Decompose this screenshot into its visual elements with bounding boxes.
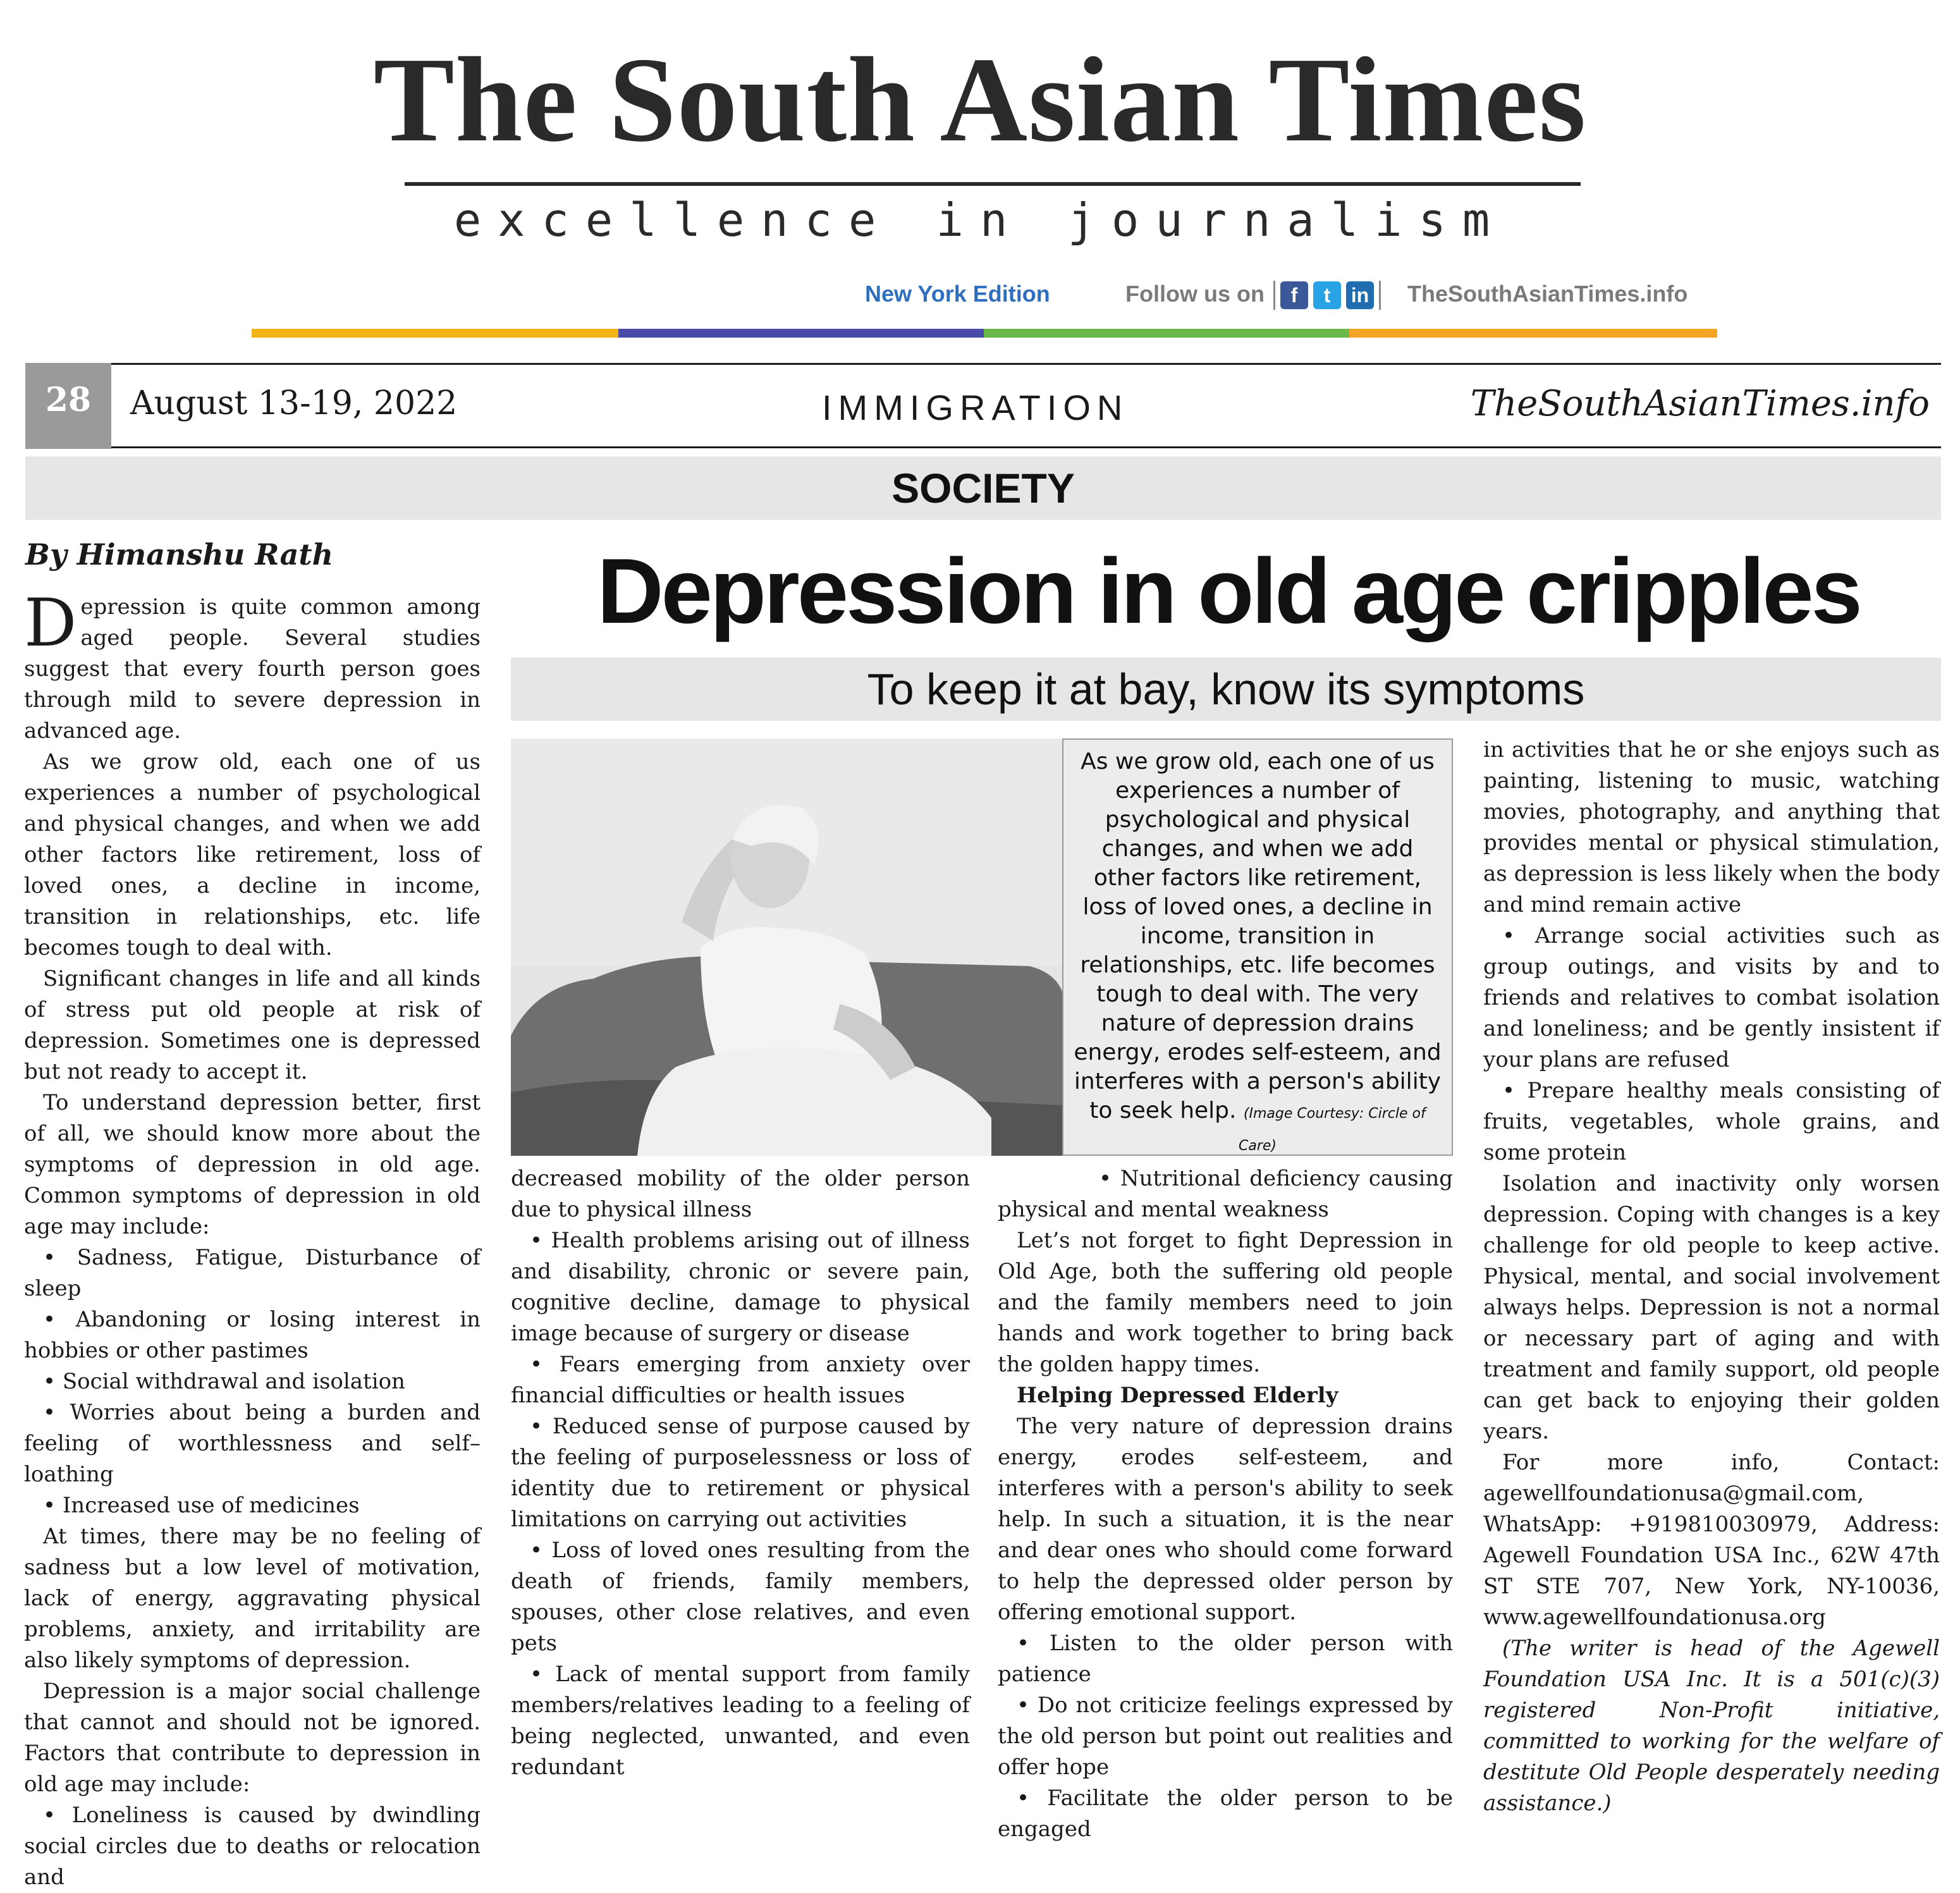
- color-bar-orange: [1349, 329, 1717, 338]
- category-band: SOCIETY: [25, 456, 1941, 520]
- paragraph: in activities that he or she enjoys such as painting, listening to music, watching movies, photography, and anything that provides mental or physical stimulation, as depression is less likely when the body and mind remain active: [1483, 737, 1940, 917]
- paragraph: Depression is a major social challenge that cannot and should not be ignored. Factors that contribute to depression in old age may include:: [24, 1679, 481, 1797]
- list-item: • Loneliness is caused by dwindling social circles due to deaths or relocation and: [24, 1803, 481, 1890]
- social-icons: [1273, 279, 1381, 311]
- image-credit: (Image Courtesy: Circle of Care): [1238, 1106, 1426, 1154]
- list-item: • Reduced sense of purpose caused by the feeling of purposelessness or loss of identity due to retirement or physical limitations on carrying out activities: [511, 1414, 970, 1532]
- masthead-tagline: excellence in journalism: [453, 193, 1507, 247]
- divider: [1273, 281, 1275, 310]
- header-top-rule: [111, 363, 1941, 365]
- linkedin-icon[interactable]: in: [1346, 281, 1374, 309]
- divider: [1379, 281, 1381, 310]
- facebook-icon[interactable]: f: [1280, 281, 1308, 309]
- list-item: • Increased use of medicines: [43, 1493, 360, 1518]
- list-item: • Lack of mental support from family members/relatives leading to a feeling of being neglected, unwanted, and even redundant: [511, 1662, 970, 1780]
- color-bar-yellow: [252, 329, 618, 338]
- paragraph: At times, there may be no feeling of sadness but a low level of motivation, lack of energy, aggravating physical problems, anxiety, and irritability are also likely symptoms of depression.: [24, 1524, 481, 1673]
- masthead-title: The South Asian Times: [373, 32, 1587, 167]
- edition-label: New York Edition: [865, 281, 1050, 307]
- header-bottom-rule: [111, 446, 1941, 448]
- list-item: • Listen to the older person with patience: [998, 1631, 1453, 1687]
- masthead-rule: [405, 182, 1581, 186]
- list-item: • Loss of loved ones resulting from the death of friends, family members, spouses, other close relatives, and even pets: [511, 1538, 970, 1656]
- pull-quote: [1062, 738, 1453, 1156]
- author-note: (The writer is head of the Agewell Foundation USA Inc. It is a 501(c)(3) registered Non-Profit initiative, committed to working for the welfare of destitute Old People desperately needing assistance.): [1483, 1636, 1940, 1816]
- list-item: • Do not criticize feelings expressed by the old person but point out realities and offer hope: [998, 1693, 1453, 1780]
- list-item: • Worries about being a burden and feeling of worthlessness and self–loathing: [24, 1400, 481, 1487]
- article-column-1: [24, 584, 481, 1893]
- byline: By Himanshu Rath: [25, 537, 334, 572]
- color-bar-indigo: [618, 329, 984, 338]
- list-item: • Abandoning or losing interest in hobbies or other pastimes: [24, 1307, 481, 1363]
- masthead-website-link[interactable]: TheSouthAsianTimes.info: [1407, 281, 1688, 307]
- list-item: • Health problems arising out of illness and disability, chronic or severe pain, cognitive decline, damage to physical image because of surgery or disease: [511, 1228, 970, 1346]
- headline: Depression in old age cripples: [597, 539, 1860, 642]
- contact-paragraph: For more info, Contact: agewellfoundationusa@gmail.com, WhatsApp: +919810030979, Address: Agewell Foundation USA Inc., 62W 47th ST STE 707, New York, NY-10036, www.agewellfoundationusa.org: [1483, 1450, 1940, 1630]
- section-name: IMMIGRATION: [822, 388, 1129, 427]
- article-photo: [511, 738, 1062, 1156]
- paragraph: Isolation and inactivity only worsen depression. Coping with changes is a key challenge for old people to keep active. Physical, mental, and social involvement always helps. Depression is not a normal or necessary part of aging and with treatment and family support, old people can get back to enjoying their golden years.: [1483, 1171, 1940, 1444]
- page-number: 28: [25, 363, 111, 449]
- paragraph: As we grow old, each one of us experiences a number of psychological and physical changes, and when we add other factors like retirement, loss of loved ones, a decline in income, transition in relationships, etc. life becomes tough to deal with.: [24, 749, 481, 960]
- paragraph: The very nature of depression drains energy, erodes self-esteem, and interferes with a person's ability to seek help. In such a situation, it is the near and dear ones who should come forward to help the depressed older person by offering emotional support.: [998, 1414, 1453, 1625]
- subheadline: To keep it at bay, know its symptoms: [511, 658, 1941, 721]
- article-column-2: [511, 1163, 970, 1783]
- header-website-link[interactable]: TheSouthAsianTimes.info: [1470, 383, 1930, 424]
- list-item: • Nutritional deficiency causing physical and mental weakness: [998, 1166, 1453, 1222]
- list-item: • Sadness, Fatigue, Disturbance of sleep: [24, 1245, 481, 1301]
- pull-quote-text: As we grow old, each one of us experiences a number of psychological and physical changes, and when we add other factors like retirement, loss of loved ones, a decline in income, transition in relationships, etc. life becomes tough to deal with. The very nature of depression drains energy, erodes self-esteem, and interferes with a person's ability to seek help.: [1074, 749, 1442, 1124]
- section-heading: Helping Depressed Elderly: [1017, 1383, 1338, 1408]
- list-item: • Social withdrawal and isolation: [43, 1369, 405, 1394]
- elderly-woman-photo: [511, 738, 1062, 1156]
- list-item: • Arrange social activities such as group outings, and visits by and to friends and relatives to combat isolation and loneliness; and be gently insistent if your plans are refused: [1483, 923, 1940, 1072]
- paragraph: Let’s not forget to fight Depression in Old Age, both the suffering old people and the family members need to join hands and work together to bring back the golden happy times.: [998, 1228, 1453, 1377]
- article-column-3: [998, 1163, 1453, 1845]
- paragraph: Significant changes in life and all kinds of stress put old people at risk of depression. Sometimes one is depressed but not ready to accept it.: [24, 966, 481, 1084]
- list-item: • Prepare healthy meals consisting of fruits, vegetables, whole grains, and some protein: [1483, 1078, 1940, 1165]
- drop-cap: D: [24, 584, 77, 661]
- article-column-4: [1483, 735, 1940, 1819]
- paragraph: Depression is quite common among aged people. Several studies suggest that every fourth person goes through mild to severe depression in advanced age.: [24, 584, 481, 744]
- issue-date: August 13-19, 2022: [130, 384, 458, 422]
- twitter-icon[interactable]: t: [1313, 281, 1341, 309]
- paragraph: To understand depression better, first of all, we should know more about the symptoms of depression in old age. Common symptoms of depression in old age may include:: [24, 1090, 481, 1239]
- follow-label: Follow us on: [1125, 281, 1265, 307]
- paragraph: decreased mobility of the older person due to physical illness: [511, 1166, 970, 1222]
- list-item: • Fears emerging from anxiety over financial difficulties or health issues: [511, 1352, 970, 1408]
- list-item: • Facilitate the older person to be engaged: [998, 1786, 1453, 1842]
- color-bar-green: [984, 329, 1349, 338]
